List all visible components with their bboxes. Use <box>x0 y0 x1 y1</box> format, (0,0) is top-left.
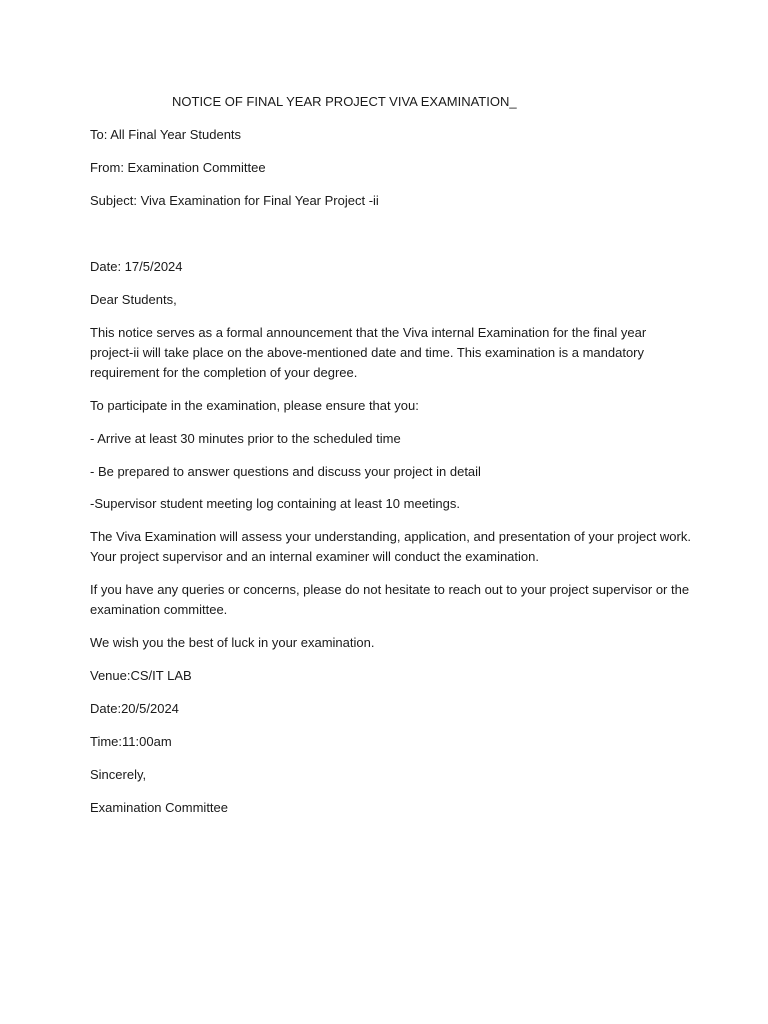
well-wishes: We wish you the best of luck in your examination. <box>90 635 375 650</box>
paragraph-3-line-1: The Viva Examination will assess your understanding, application, and presentation of your project work. <box>90 529 691 544</box>
bullet-2: - Be prepared to answer questions and discuss your project in detail <box>90 464 481 479</box>
paragraph-1-line-1: This notice serves as a formal announcement that the Viva internal Examination for the final year <box>90 325 647 340</box>
paragraph-4-line-2: examination committee. <box>90 602 228 617</box>
paragraph-3-line-2: Your project supervisor and an internal examiner will conduct the examination. <box>90 549 539 564</box>
paragraph-4-line-1: If you have any queries or concerns, please do not hesitate to reach out to your project supervisor or the <box>90 582 690 597</box>
notice-title: NOTICE OF FINAL YEAR PROJECT VIVA EXAMINATION_ <box>172 94 517 109</box>
signature: Examination Committee <box>90 800 228 815</box>
from-line: From: Examination Committee <box>90 160 266 175</box>
closing: Sincerely, <box>90 767 147 782</box>
bullet-1: - Arrive at least 30 minutes prior to the scheduled time <box>90 431 401 446</box>
time-line: Time:11:00am <box>90 734 172 749</box>
date-line: Date: 17/5/2024 <box>90 259 183 274</box>
paragraph-1-line-3: requirement for the completion of your degree. <box>90 365 358 380</box>
to-line: To: All Final Year Students <box>90 127 242 142</box>
subject-line: Subject: Viva Examination for Final Year Project -ii <box>90 193 379 208</box>
bullet-3: -Supervisor student meeting log containing at least 10 meetings. <box>90 496 460 511</box>
exam-date-line: Date:20/5/2024 <box>90 701 179 716</box>
venue-line: Venue:CS/IT LAB <box>90 668 192 683</box>
paragraph-2: To participate in the examination, please ensure that you: <box>90 398 419 413</box>
paragraph-1-line-2: project-ii will take place on the above-mentioned date and time. This examination is a mandatory <box>90 345 645 360</box>
salutation: Dear Students, <box>90 292 177 307</box>
